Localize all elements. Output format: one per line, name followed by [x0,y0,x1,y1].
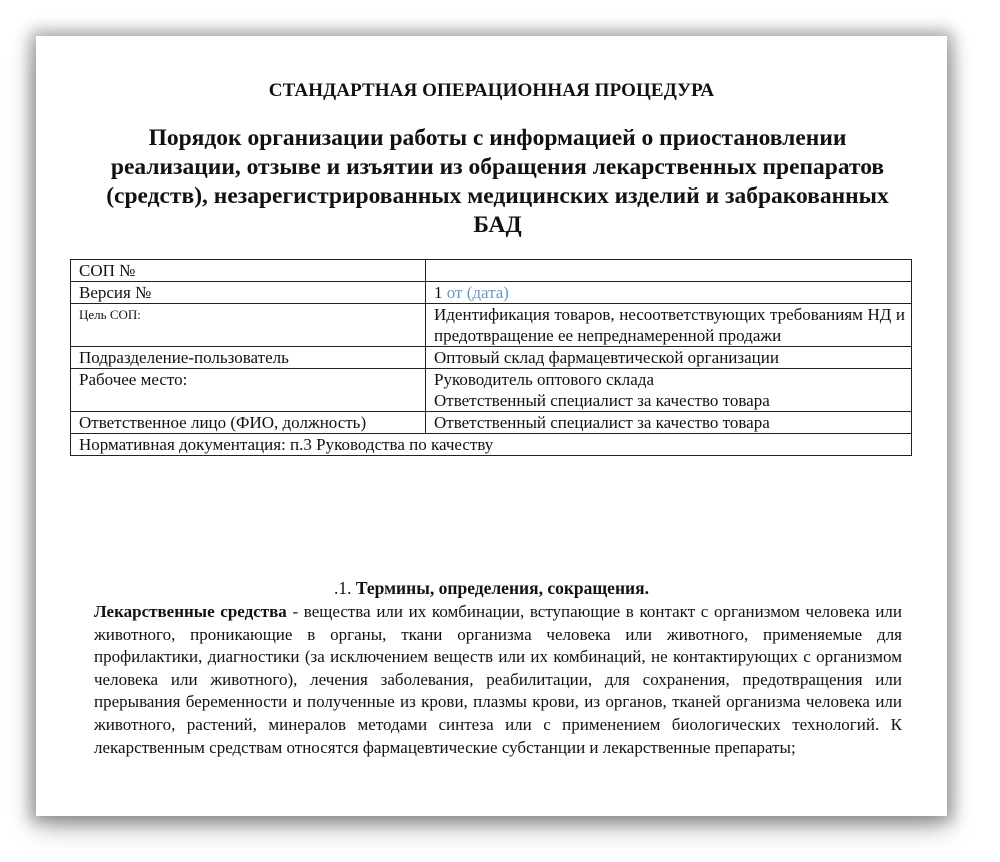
version-value [426,282,912,304]
section-title: Термины, определения, сокращения. [355,578,649,598]
version-date-placeholder: от (дата) [446,283,509,302]
responsible-label: Ответственное лицо (ФИО, должность) [71,412,426,434]
table-row [71,304,912,347]
version-number: 1 [434,283,443,302]
section-number: .1. [334,578,352,598]
table-row [71,434,912,456]
table-row [71,282,912,304]
definition-paragraph [94,601,902,759]
document-type-heading: СТАНДАРТНАЯ ОПЕРАЦИОННАЯ ПРОЦЕДУРА [268,80,715,101]
table-row [71,347,912,369]
workplace-value-line: Руководитель оптового склада [434,370,655,389]
table-row [71,412,912,434]
sop-number-label: СОП № [71,260,426,282]
division-value: Оптовый склад фармацевтической организации [426,347,912,369]
document-page [36,36,947,816]
document-title: Порядок организации работы с информацией о приостановлении реализации, отзыве и изъятии из обращения лекарственных препаратов (средств), незарегистрированных медицинских изделий и забракованных БАД [106,125,889,238]
defined-term: Лекарственные средства [94,602,287,621]
division-label: Подразделение-пользователь [71,347,426,369]
workplace-value-line: Ответственный специалист за качество товара [434,391,770,410]
section-heading [36,578,947,599]
table-row [71,260,912,282]
sop-number-value [426,260,912,282]
term-definition: - вещества или их комбинации, вступающие в контакт с организмом человека или животного, проникающие в органы, ткани организма человека или животного, применяемые для профилактики, диагностики (за исключением веществ или их комбинаций, не контактирующих с организмом человека или животного), лечения заболевания, реабилитации, для сохранения, предотвращения или прерывания беременности и полученные из крови, плазмы крови, из органов, тканей организма человека или животного, растений, минералов методами синтеза или с применением биологических технологий. К лекарственным средствам относятся фармацевтические субстанции и лекарственные препараты; [94,602,902,757]
version-label: Версия № [71,282,426,304]
workplace-value [426,369,912,412]
table-row [71,369,912,412]
responsible-value: Ответственный специалист за качество товара [426,412,912,434]
goal-label: Цель СОП: [71,304,426,347]
sop-meta-table [70,259,912,456]
workplace-label: Рабочее место: [71,369,426,412]
goal-value: Идентификация товаров, несоответствующих требованиям НД и предотвращение ее непреднамеренной продажи [426,304,912,347]
normative-docs: Нормативная документация: п.3 Руководства по качеству [71,434,912,456]
